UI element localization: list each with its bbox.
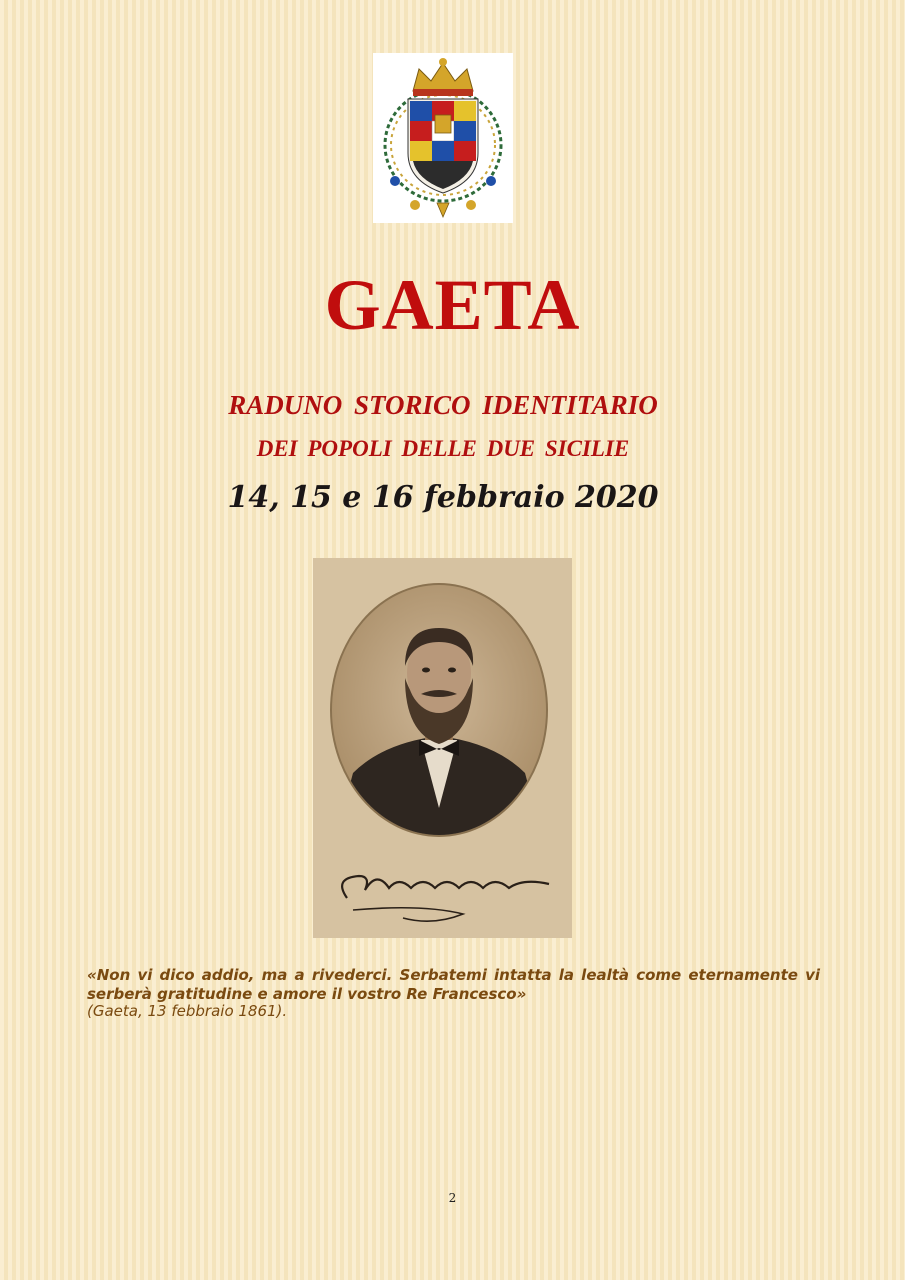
page-number: 2 bbox=[448, 1191, 457, 1205]
page-title: GAETA bbox=[324, 265, 581, 345]
event-dates: 14, 15 e 16 febbraio 2020 bbox=[227, 480, 659, 515]
event-subtitle-line2: DEI POPOLI DELLE DUE SICILIE bbox=[256, 436, 630, 461]
quote-source: (Gaeta, 13 febbraio 1861). bbox=[87, 1002, 288, 1020]
quote-text: «Non vi dico addio, ma a rivederci. Serbatemi intatta la lealtà come eternamente vi serberà gratitudine e amore il vostro Re Francesco» bbox=[87, 966, 820, 1003]
event-subtitle-line1: RADUNO STORICO IDENTITARIO bbox=[228, 390, 658, 420]
crown-shield-icon bbox=[373, 53, 513, 223]
coat-of-arms-image bbox=[373, 53, 513, 223]
portrait-icon bbox=[313, 558, 572, 938]
portrait-photo bbox=[313, 558, 572, 938]
